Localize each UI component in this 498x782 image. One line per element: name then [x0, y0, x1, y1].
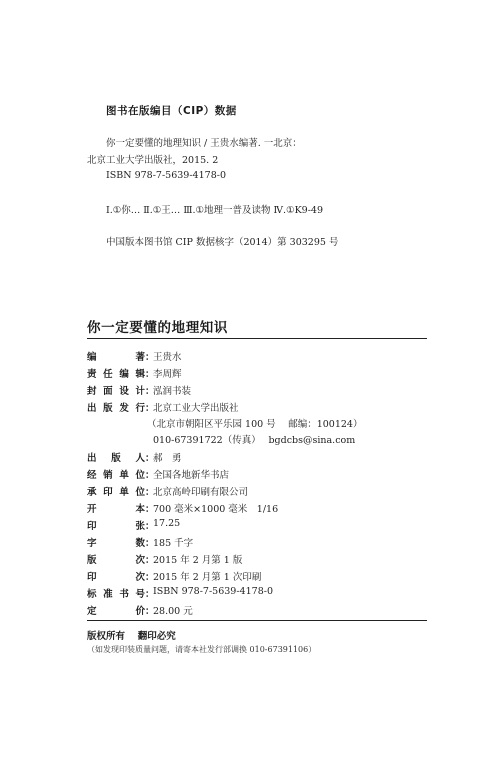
- info-label: 经销单位: [87, 470, 145, 481]
- info-value: 李周辉: [153, 369, 182, 380]
- info-label: 版 次: [87, 555, 145, 566]
- info-label: 承印单位: [87, 487, 145, 498]
- info-value: 2015 年 2 月第 1 次印刷: [153, 572, 262, 583]
- info-value: 700 毫米×1000 毫米 1/16: [153, 504, 279, 515]
- cip-heading: 图书在版编目（CIP）数据: [106, 105, 237, 117]
- info-value: 北京工业大学出版社: [153, 403, 239, 414]
- info-label: 出 版 人: [87, 453, 145, 464]
- copyright-page: 图书在版编目（CIP）数据 你一定要懂的地理知识 / 王贵水编著. 一北京： 北京工业大学出版社，2015. 2 ISBN 978-7-5639-4178-0 Ⅰ.①你… Ⅱ.①王… Ⅲ.①地理一普及读物 Ⅳ.①K9-49 中国版本图书馆 CIP 数据核字（2014）第 303295 号 你一定要懂的地理知识 编 著 ： 王贵水 责任编辑 ： 李周辉 封面设计 ： 泓润书装 出版发行 ： 北京工业大学出版社 （北京市朝阳区平乐园 100 号 邮编：100124） 010-67391722（传真） bgdcbs@sina.com 出 版 人 ： 郝 勇 经销单位 ： 全国各地新华书店 承印单位 ： 北京高岭印刷有限公司 开 本 ： 700 毫米×1000 毫米 1/16 印 张 ： 17.25 字 数 ： 185 千字 版 次 ： 2015 年 2 月第 1 版 印 次 ： 2015 年 2 月第 1 次印刷 标准书号 ： ISBN 978-7-5639-4178-0 定 价 ： 28.00 元 版权所有 翻印必究 （如发现印装质量问题，请寄本社发行部调换 010-67391106）: [0, 0, 498, 782]
- info-value: 北京高岭印刷有限公司: [153, 487, 249, 498]
- info-value: 28.00 元: [153, 606, 193, 617]
- book-title: 你一定要懂的地理知识: [87, 320, 228, 336]
- info-label: 印 张: [87, 521, 145, 532]
- info-label: 开 本: [87, 504, 145, 515]
- info-value: 郝 勇: [153, 453, 182, 464]
- publisher-contact: 010-67391722（传真） bgdcbs@sina.com: [153, 435, 356, 446]
- info-label: 标准书号: [87, 589, 145, 600]
- info-value: 185 千字: [153, 538, 194, 549]
- cip-line-isbn: ISBN 978-7-5639-4178-0: [106, 170, 226, 181]
- info-value: 2015 年 2 月第 1 版: [153, 555, 243, 566]
- info-label: 定 价: [87, 606, 145, 617]
- cip-line-record-number: 中国版本图书馆 CIP 数据核字（2014）第 303295 号: [106, 237, 339, 248]
- copyright-notice: 版权所有 翻印必究: [87, 631, 176, 642]
- info-value: 17.25: [153, 518, 181, 529]
- bottom-divider: [87, 620, 427, 621]
- info-label: 责任编辑: [87, 369, 145, 380]
- info-label: 出版发行: [87, 403, 145, 414]
- info-label: 印 次: [87, 572, 145, 583]
- top-divider: [87, 338, 427, 339]
- cip-line-classification: Ⅰ.①你… Ⅱ.①王… Ⅲ.①地理一普及读物 Ⅳ.①K9-49: [106, 205, 324, 216]
- info-value: 王贵水: [153, 352, 182, 363]
- info-label: 字 数: [87, 538, 145, 549]
- info-label: 封面设计: [87, 386, 145, 397]
- info-label: 编 著: [87, 352, 145, 363]
- cip-line-title-author: 你一定要懂的地理知识 / 王贵水编著. 一北京：: [106, 138, 302, 149]
- info-value: 泓润书装: [153, 386, 192, 397]
- publisher-address: （北京市朝阳区平乐园 100 号 邮编：100124）: [147, 419, 363, 430]
- cip-line-publisher: 北京工业大学出版社，2015. 2: [87, 155, 219, 166]
- info-value: ISBN 978-7-5639-4178-0: [153, 586, 273, 597]
- info-value: 全国各地新华书店: [153, 470, 230, 481]
- quality-note: （如发现印装质量问题，请寄本社发行部调换 010-67391106）: [87, 645, 317, 654]
